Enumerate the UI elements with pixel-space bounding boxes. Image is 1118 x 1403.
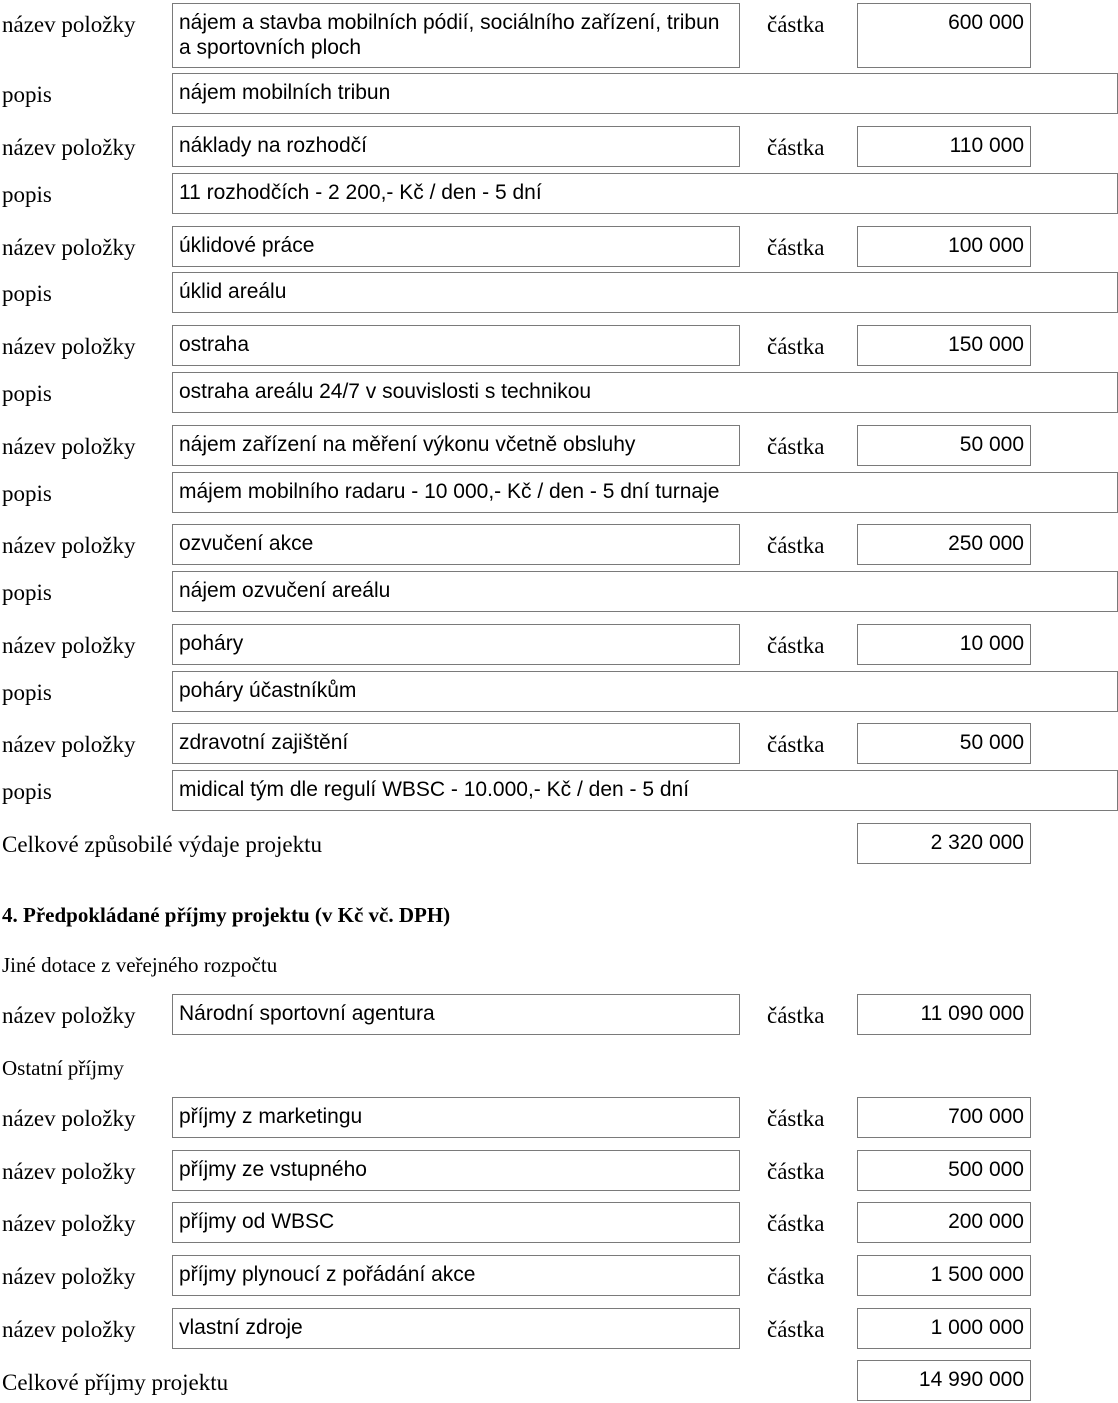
amount-label: částka <box>767 732 825 757</box>
item-name-label: název položky <box>2 533 136 558</box>
amount-label: částka <box>767 533 825 558</box>
amount-label: částka <box>767 334 825 359</box>
item-name-field[interactable]: nájem a stavba mobilních pódií, sociálního zařízení, tribun a sportovních ploch <box>172 3 740 68</box>
amount-field[interactable]: 110 000 <box>857 126 1031 167</box>
income-total-label: Celkové příjmy projektu <box>2 1370 229 1395</box>
expenses-total-field[interactable]: 2 320 000 <box>857 823 1031 864</box>
description-label: popis <box>2 580 52 605</box>
amount-field[interactable]: 500 000 <box>857 1150 1031 1191</box>
amount-label: částka <box>767 1159 825 1184</box>
item-name-label: název položky <box>2 434 136 459</box>
amount-label: částka <box>767 12 825 37</box>
item-name-label: název položky <box>2 1211 136 1236</box>
item-name-label: název položky <box>2 732 136 757</box>
item-name-label: název položky <box>2 1106 136 1131</box>
amount-field[interactable]: 150 000 <box>857 325 1031 366</box>
item-name-field[interactable]: příjmy plynoucí z pořádání akce <box>172 1255 740 1296</box>
description-field[interactable]: nájem mobilních tribun <box>172 73 1118 114</box>
item-name-field[interactable]: vlastní zdroje <box>172 1308 740 1349</box>
amount-label: částka <box>767 1211 825 1236</box>
item-name-label: název položky <box>2 135 136 160</box>
amount-field[interactable]: 600 000 <box>857 3 1031 68</box>
amount-field[interactable]: 10 000 <box>857 624 1031 665</box>
amount-label: částka <box>767 434 825 459</box>
item-name-field[interactable]: příjmy z marketingu <box>172 1097 740 1138</box>
amount-label: částka <box>767 633 825 658</box>
item-name-label: název položky <box>2 12 136 37</box>
amount-field[interactable]: 50 000 <box>857 723 1031 764</box>
item-name-field[interactable]: náklady na rozhodčí <box>172 126 740 167</box>
description-label: popis <box>2 82 52 107</box>
amount-label: částka <box>767 235 825 260</box>
description-field[interactable]: nájem ozvučení areálu <box>172 571 1118 612</box>
amount-field[interactable]: 200 000 <box>857 1202 1031 1243</box>
item-name-label: název položky <box>2 1003 136 1028</box>
item-name-label: název položky <box>2 633 136 658</box>
amount-label: částka <box>767 1003 825 1028</box>
amount-label: částka <box>767 1317 825 1342</box>
description-label: popis <box>2 779 52 804</box>
public-subsidies-label: Jiné dotace z veřejného rozpočtu <box>2 953 278 977</box>
item-name-field[interactable]: zdravotní zajištění <box>172 723 740 764</box>
amount-field[interactable]: 50 000 <box>857 425 1031 466</box>
item-name-label: název položky <box>2 1264 136 1289</box>
amount-label: částka <box>767 1106 825 1131</box>
item-name-field[interactable]: poháry <box>172 624 740 665</box>
description-field[interactable]: 11 rozhodčích - 2 200,- Kč / den - 5 dní <box>172 173 1118 214</box>
item-name-field[interactable]: příjmy od WBSC <box>172 1202 740 1243</box>
amount-field[interactable]: 700 000 <box>857 1097 1031 1138</box>
item-name-field[interactable]: nájem zařízení na měření výkonu včetně obsluhy <box>172 425 740 466</box>
description-field[interactable]: úklid areálu <box>172 272 1118 313</box>
amount-field[interactable]: 100 000 <box>857 226 1031 267</box>
item-name-field[interactable]: Národní sportovní agentura <box>172 994 740 1035</box>
amount-field[interactable]: 1 500 000 <box>857 1255 1031 1296</box>
description-label: popis <box>2 381 52 406</box>
amount-field[interactable]: 11 090 000 <box>857 994 1031 1035</box>
description-field[interactable]: ostraha areálu 24/7 v souvislosti s technikou <box>172 372 1118 413</box>
other-income-label: Ostatní příjmy <box>2 1056 124 1080</box>
item-name-label: název položky <box>2 1317 136 1342</box>
amount-label: částka <box>767 1264 825 1289</box>
amount-label: částka <box>767 135 825 160</box>
amount-field[interactable]: 1 000 000 <box>857 1308 1031 1349</box>
income-total-field[interactable]: 14 990 000 <box>857 1360 1031 1401</box>
item-name-label: název položky <box>2 1159 136 1184</box>
expenses-total-label: Celkové způsobilé výdaje projektu <box>2 832 323 857</box>
description-label: popis <box>2 182 52 207</box>
description-label: popis <box>2 281 52 306</box>
income-section-heading: 4. Předpokládané příjmy projektu (v Kč vč. DPH) <box>2 903 451 927</box>
description-field[interactable]: májem mobilního radaru - 10 000,- Kč / den - 5 dní turnaje <box>172 472 1118 513</box>
description-label: popis <box>2 481 52 506</box>
item-name-field[interactable]: ostraha <box>172 325 740 366</box>
description-field[interactable]: poháry účastníkům <box>172 671 1118 712</box>
item-name-field[interactable]: ozvučení akce <box>172 524 740 565</box>
amount-field[interactable]: 250 000 <box>857 524 1031 565</box>
description-field[interactable]: midical tým dle regulí WBSC - 10.000,- Kč / den - 5 dní <box>172 770 1118 811</box>
description-label: popis <box>2 680 52 705</box>
item-name-field[interactable]: příjmy ze vstupného <box>172 1150 740 1191</box>
item-name-label: název položky <box>2 235 136 260</box>
item-name-label: název položky <box>2 334 136 359</box>
item-name-field[interactable]: úklidové práce <box>172 226 740 267</box>
